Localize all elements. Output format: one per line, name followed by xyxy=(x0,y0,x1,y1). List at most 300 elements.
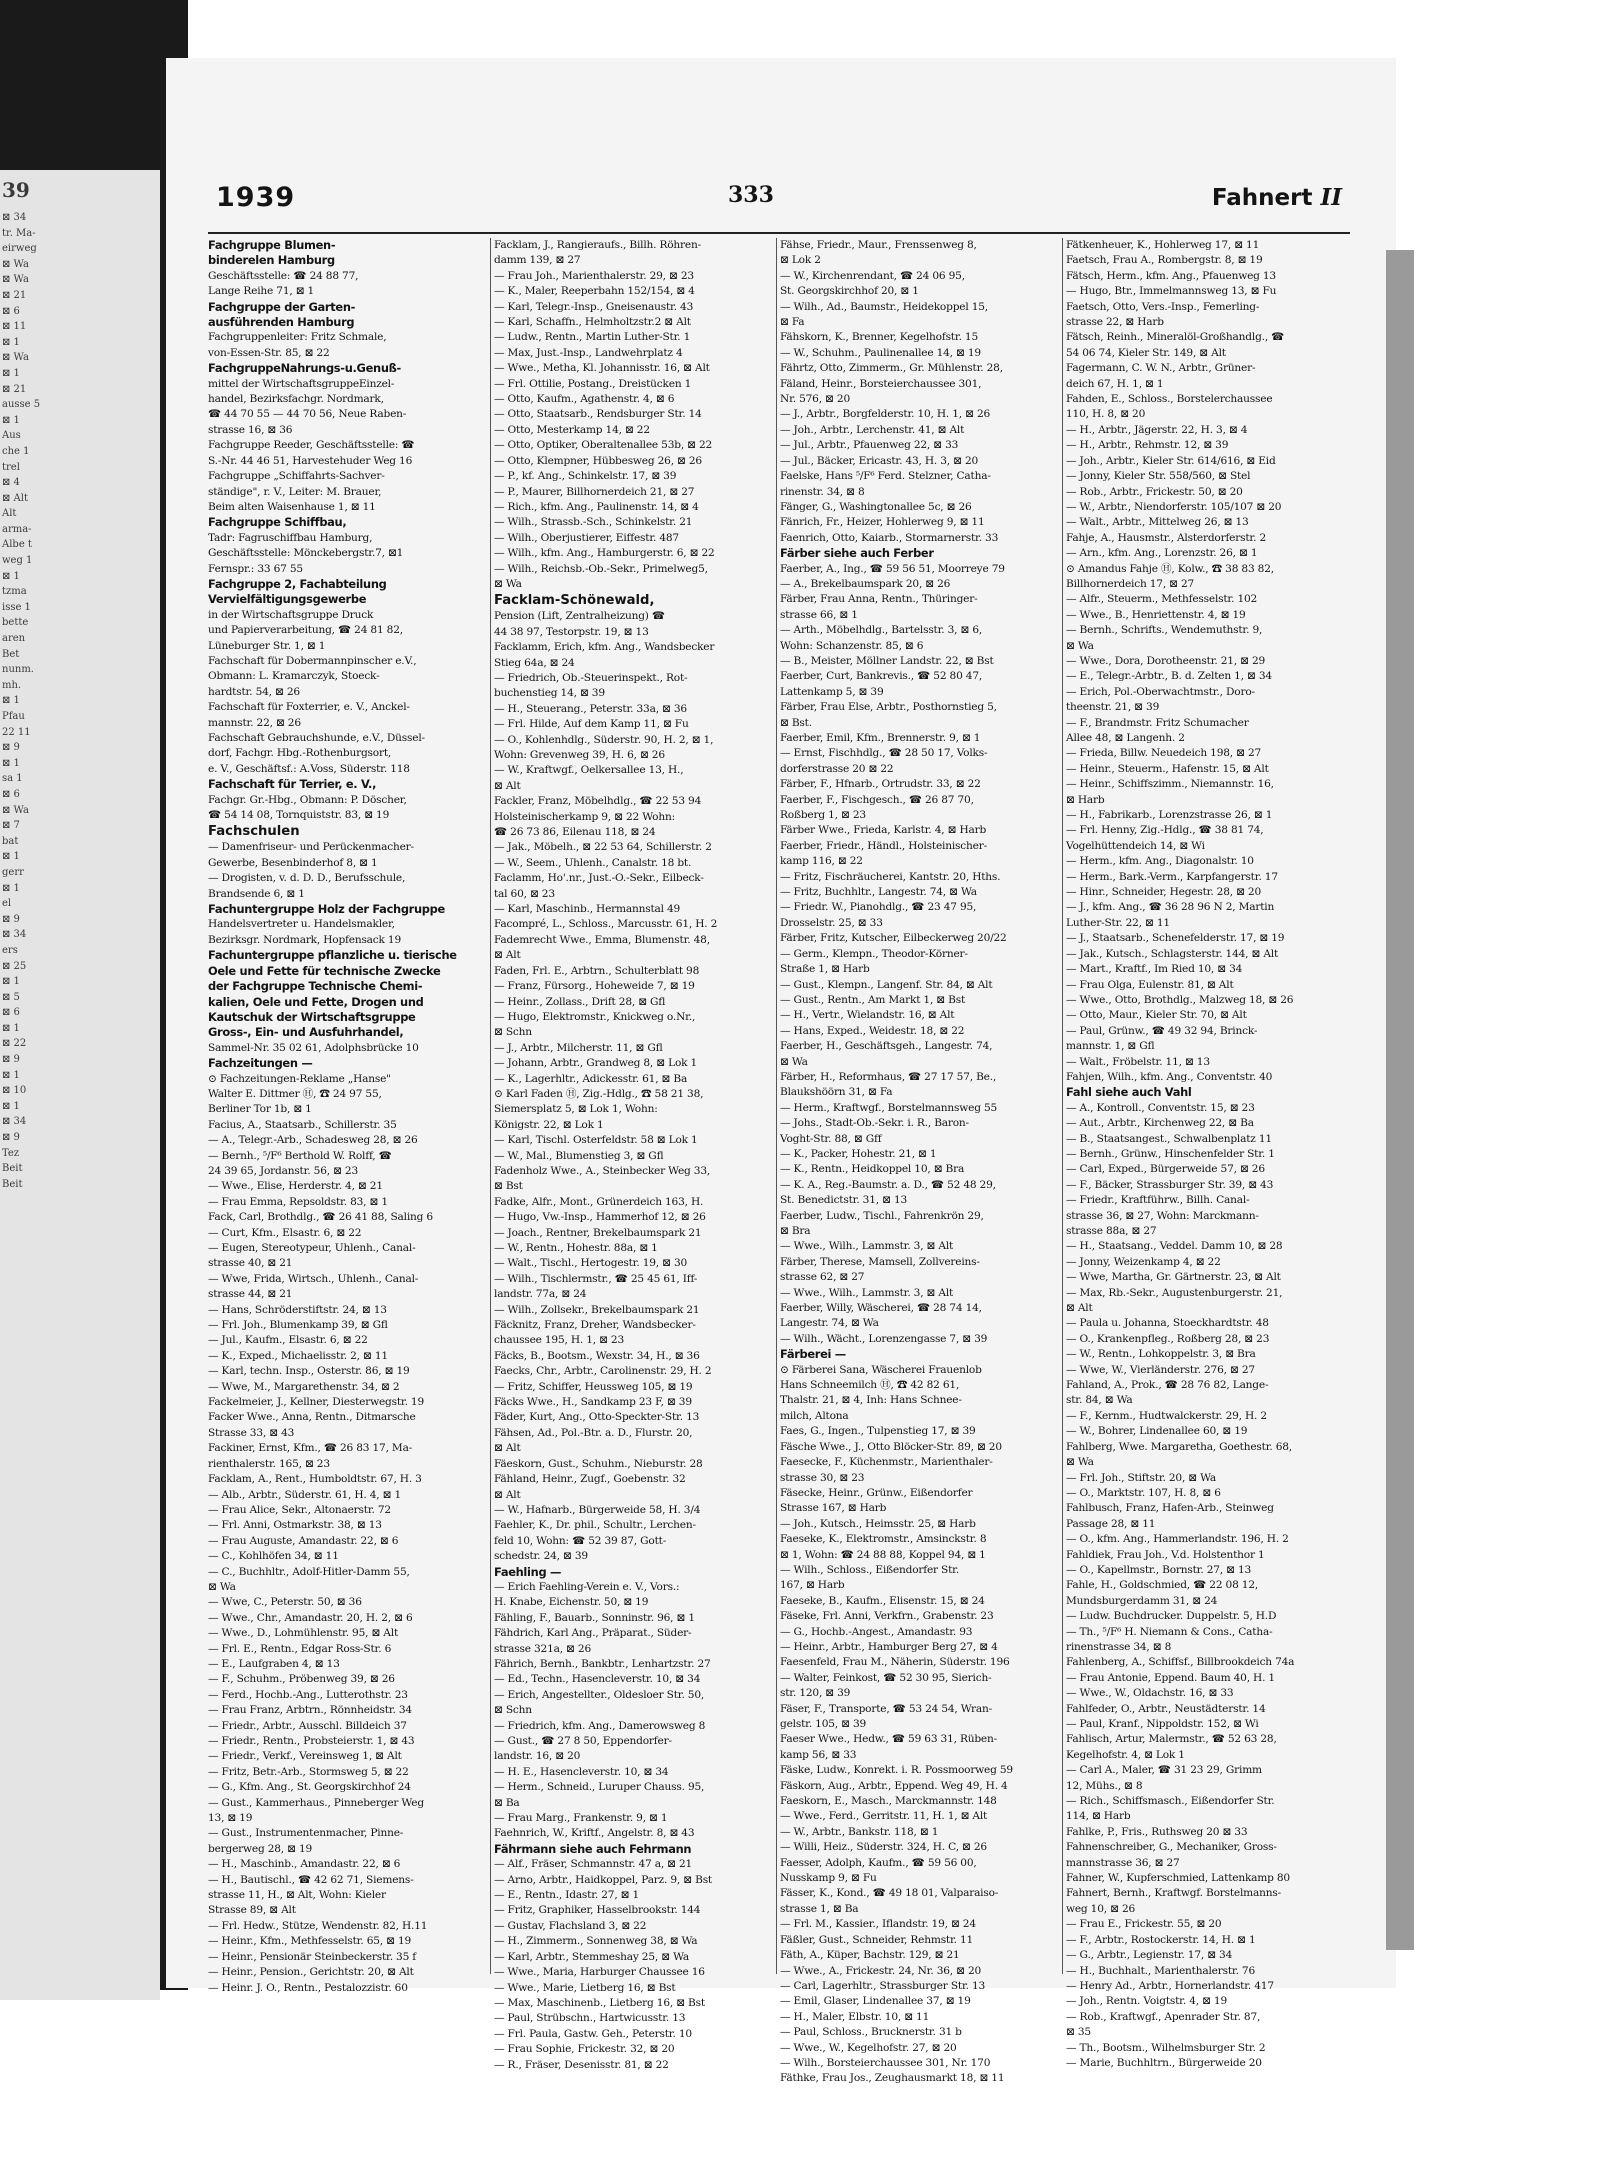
directory-entry: Fachschaft für Foxterrier, e. V., Anckel- xyxy=(208,701,410,714)
directory-entry: — W., Hafnarb., Bürgerweide 58, H. 3/4 xyxy=(494,1503,701,1516)
directory-entry: Fährtz, Otto, Zimmerm., Gr. Mühlenstr. 28, xyxy=(780,362,1003,375)
directory-entry: — Wilh., Zollsekr., Brekelbaumspark 21 xyxy=(494,1303,700,1316)
directory-entry: — Wilh., Borsteierchaussee 301, Nr. 170 xyxy=(780,2056,991,2069)
directory-entry: der Fachgruppe Technische Chemi- xyxy=(208,979,423,994)
directory-entry: — Emil, Glaser, Lindenallee 37, ⊠ 19 xyxy=(780,1995,971,2008)
directory-entry: strasse 62, ⊠ 27 xyxy=(780,1271,865,1284)
left-page-text-fragment: ⊠ 6 xyxy=(2,1007,20,1019)
directory-entry: Fachgr. Gr.-Hbg., Obmann: P. Döscher, xyxy=(208,793,407,806)
directory-entry: Faehling — xyxy=(494,1564,562,1579)
directory-entry: Fäser, F., Transporte, ☎ 53 24 54, Wran- xyxy=(780,1702,992,1715)
directory-entry: Faenrich, Otto, Kaiarb., Stormarnerstr. 33 xyxy=(780,531,999,544)
directory-entry: Thalstr. 21, ⊠ 4, Inh: Hans Schnee- xyxy=(780,1394,962,1407)
page-header xyxy=(208,182,1348,222)
directory-entry: — Mart., Kraftf., Im Ried 10, ⊠ 34 xyxy=(1066,963,1243,976)
directory-entry: Fätkenheuer, K., Hohlerweg 17, ⊠ 11 xyxy=(1066,239,1260,251)
directory-entry: Faeseke, B., Kaufm., Elisenstr. 15, ⊠ 24 xyxy=(780,1594,985,1607)
directory-entry: — Herm., Kraftwgf., Borstelmannsweg 55 xyxy=(780,1101,998,1114)
directory-entry: strasse 40, ⊠ 21 xyxy=(208,1257,293,1270)
directory-entry: Strasse 33, ⊠ 43 xyxy=(208,1426,295,1439)
directory-entry: Fäthke, Frau Jos., Zeughausmarkt 18, ⊠ 11 xyxy=(780,2072,1005,2085)
directory-entry: Fahnert, Bernh., Kraftwgf. Borstelmanns- xyxy=(1066,1887,1281,1900)
directory-entry: — Friedrich, Ob.-Steuerinspekt., Rot- xyxy=(494,671,688,684)
directory-entry: 13, ⊠ 19 xyxy=(208,1812,253,1825)
left-page-text-fragment: Aus xyxy=(2,430,21,442)
left-page-text-fragment: ⊠ Wa xyxy=(2,258,29,270)
directory-entry: hardtstr. 54, ⊠ 26 xyxy=(208,685,300,698)
directory-entry: — Marie, Buchhltrn., Bürgerweide 20 xyxy=(1066,2056,1262,2069)
directory-entry: gelstr. 105, ⊠ 39 xyxy=(780,1718,867,1730)
directory-entry: str. 84, ⊠ Wa xyxy=(1066,1394,1133,1407)
left-page-text-fragment: ers xyxy=(2,944,18,956)
directory-entry: — Frau Olga, Eulenstr. 81, ⊠ Alt xyxy=(1066,978,1234,991)
directory-entry: — Carl, Exped., Bürgerweide 57, ⊠ 26 xyxy=(1066,1163,1265,1176)
directory-entry: — Gust., ☎ 27 8 50, Eppendorfer- xyxy=(494,1735,672,1747)
directory-entry: Faeskorn, E., Masch., Marckmannstr. 148 xyxy=(780,1795,997,1808)
directory-entry: — C., Buchhltr., Adolf-Hitler-Damm 55, xyxy=(208,1565,410,1578)
directory-entry: — Frau E., Frickestr. 55, ⊠ 20 xyxy=(1066,1918,1222,1931)
directory-entry: ⊠ 1, Wohn: ☎ 24 88 88, Koppel 94, ⊠ 1 xyxy=(780,1548,986,1561)
directory-entry: — Hugo, Vw.-Insp., Hammerhof 12, ⊠ 26 xyxy=(494,1211,706,1224)
directory-entry: — H., Buchhalt., Marienthalerstr. 76 xyxy=(1066,1964,1255,1977)
directory-entry: ⊠ Alt xyxy=(494,779,521,792)
directory-entry: — K., Exped., Michaelisstr. 2, ⊠ 11 xyxy=(208,1349,388,1362)
directory-entry: ⊙ Fachzeitungen-Reklame „Hanse" xyxy=(208,1072,391,1085)
left-page-text-fragment: ⊠ Wa xyxy=(2,352,29,364)
directory-entry: — Hans, Schröderstiftstr. 24, ⊠ 13 xyxy=(208,1303,387,1316)
directory-entry: — W., Arbtr., Niendorferstr. 105/107 ⊠ 20 xyxy=(1066,500,1282,513)
directory-entry: — Wwe., Maria, Harburger Chaussee 16 xyxy=(494,1966,705,1979)
directory-entry: Fähland, Heinr., Zugf., Goebenstr. 32 xyxy=(494,1473,686,1486)
directory-entry: — Herm., Schneid., Luruper Chauss. 95, xyxy=(494,1781,705,1794)
left-page-text-fragment: ⊠ 1 xyxy=(2,570,20,582)
directory-entry: Facklamm, Erich, kfm. Ang., Wandsbecker xyxy=(494,641,715,654)
directory-entry: — F., Bäcker, Strassburger Str. 39, ⊠ 43 xyxy=(1066,1178,1274,1191)
directory-entry: Brandsende 6, ⊠ 1 xyxy=(208,887,305,900)
directory-entry: — Frieda, Billw. Neuedeich 198, ⊠ 27 xyxy=(1066,747,1262,760)
directory-entry: — Joh., Kutsch., Heimsstr. 25, ⊠ Harb xyxy=(780,1517,976,1530)
directory-entry: strasse 36, ⊠ 27, Wohn: Marckmann- xyxy=(1066,1209,1259,1222)
left-page-text-fragment: sa 1 xyxy=(2,773,23,785)
directory-entry: Stieg 64a, ⊠ 24 xyxy=(494,656,575,669)
directory-entry: Königstr. 22, ⊠ Lok 1 xyxy=(494,1118,604,1131)
directory-entry: — W., Rentn., Lohkoppelstr. 3, ⊠ Bra xyxy=(1066,1348,1256,1361)
directory-entry: — Walt., Arbtr., Mittelweg 26, ⊠ 13 xyxy=(1066,516,1249,529)
left-page-text-fragment: ⊠ Alt xyxy=(2,492,28,504)
directory-entry: ⊠ Wa xyxy=(208,1580,236,1593)
directory-entry: — Rob., Arbtr., Frickestr. 50, ⊠ 20 xyxy=(1066,485,1243,498)
directory-entry: strasse 88a, ⊠ 27 xyxy=(1066,1225,1157,1237)
directory-entry: Fachgruppe 2, Fachabteilung xyxy=(208,576,387,591)
directory-entry: — O., Krankenpfleg., Roßberg 28, ⊠ 23 xyxy=(1066,1332,1270,1345)
directory-entry: — H., Arbtr., Rehmstr. 12, ⊠ 39 xyxy=(1066,439,1229,452)
directory-entry: — F., Brandmstr. Fritz Schumacher xyxy=(1066,716,1249,729)
directory-entry: Färber Wwe., Frieda, Karlstr. 4, ⊠ Harb xyxy=(780,824,987,837)
directory-entry: — Erich Faehling-Verein e. V., Vors.: xyxy=(494,1580,680,1593)
directory-entry: — Frl. Joh., Blumenkamp 39, ⊠ Gfl xyxy=(208,1319,388,1332)
column-1 xyxy=(208,238,484,1994)
directory-entry: Fahlisch, Artur, Malermstr., ☎ 52 63 28, xyxy=(1066,1733,1277,1746)
directory-entry: — B., Staatsangest., Schwalbenplatz 11 xyxy=(1066,1132,1272,1145)
directory-entry: Tadr: Fagruschiffbau Hamburg, xyxy=(208,531,373,544)
directory-entry: strasse 1, ⊠ Ba xyxy=(780,1902,859,1915)
directory-entry: — Heinr. J. O., Rentn., Pestalozzistr. 60 xyxy=(208,1981,408,1994)
left-page-text-fragment: tzma xyxy=(2,586,27,598)
directory-entry: Drosselstr. 25, ⊠ 33 xyxy=(780,916,883,929)
directory-entry: — Heinr., Kfm., Methfesselstr. 65, ⊠ 19 xyxy=(208,1935,412,1948)
directory-entry: — Karl, Arbtr., Stemmeshay 25, ⊠ Wa xyxy=(494,1950,689,1963)
directory-entry: — Friedr., Kraftführw., Billh. Canal- xyxy=(1066,1194,1250,1207)
directory-entry: — Wwe., Chr., Amandastr. 20, H. 2, ⊠ 6 xyxy=(208,1611,413,1624)
directory-entry: Fahjen, Wilh., kfm. Ang., Conventstr. 40 xyxy=(1066,1070,1273,1083)
directory-entry: Fahlke, P., Fris., Ruthsweg 20 ⊠ 33 xyxy=(1066,1825,1248,1838)
directory-entry: — Alfr., Steuerm., Methfesselstr. 102 xyxy=(1066,593,1258,606)
directory-entry: ⊠ Wa xyxy=(494,577,522,590)
directory-entry: Fachschaft für Dobermannpinscher e.V., xyxy=(208,654,417,667)
directory-entry: buchenstieg 14, ⊠ 39 xyxy=(494,687,605,700)
directory-entry: — Damenfriseur- und Perückenmacher- xyxy=(208,841,414,854)
directory-entry: rinenstrasse 34, ⊠ 8 xyxy=(1066,1640,1172,1653)
directory-entry: Siemersplatz 5, ⊠ Lok 1, Wohn: xyxy=(494,1103,658,1116)
left-page-text-fragment: ⊠ 9 xyxy=(2,913,20,925)
directory-entry: ⊠ Alt xyxy=(1066,1302,1093,1315)
directory-entry: — Gust., Klempn., Langenf. Str. 84, ⊠ Alt xyxy=(780,978,993,991)
left-page-text-fragment: ⊠ 1 xyxy=(2,1069,20,1081)
directory-entry: — W., Arbtr., Bankstr. 118, ⊠ 1 xyxy=(780,1825,939,1838)
directory-entry: — Jak., Kutsch., Schlagsterstr. 144, ⊠ Alt xyxy=(1066,947,1279,960)
directory-entry: — P., kf. Ang., Schinkelstr. 17, ⊠ 39 xyxy=(494,470,677,483)
directory-entry: strasse 22, ⊠ Harb xyxy=(1066,316,1164,329)
left-page-text-fragment: Beit xyxy=(2,1163,23,1175)
left-page-text-fragment: aren xyxy=(2,633,26,645)
directory-entry: Fadenholz Wwe., A., Steinbecker Weg 33, xyxy=(494,1164,711,1177)
directory-entry: — Drogisten, v. d. D. D., Berufsschule, xyxy=(208,872,406,885)
directory-entry: — Wwe., A., Frickestr. 24, Nr. 36, ⊠ 20 xyxy=(780,1964,982,1977)
directory-entry: — Karl, Tischl. Osterfeldstr. 58 ⊠ Lok 1 xyxy=(494,1134,698,1147)
directory-entry: Fährich, Bernh., Bankbtr., Lenhartzstr. 27 xyxy=(494,1657,711,1670)
directory-entry: — Ernst, Fischhdlg., ☎ 28 50 17, Volks- xyxy=(780,747,988,760)
directory-entry: 54 06 74, Kieler Str. 149, ⊠ Alt xyxy=(1066,346,1226,359)
directory-entry: ⊠ Wa xyxy=(1066,639,1094,652)
directory-entry: — E., Telegr.-Arbtr., B. d. Zelten 1, ⊠ 34 xyxy=(1066,670,1272,683)
left-page-text-fragment: arma- xyxy=(2,523,32,535)
directory-entry: Holsteinischerkamp 9, ⊠ 22 Wohn: xyxy=(494,810,675,823)
directory-entry: — Fritz, Graphiker, Hasselbrookstr. 144 xyxy=(494,1904,701,1917)
running-head-volume: II xyxy=(1320,184,1342,211)
header-rule xyxy=(208,232,1350,234)
left-page-text-fragment: weg 1 xyxy=(2,555,33,567)
directory-entry: Oele und Fette für technische Zwecke xyxy=(208,963,441,978)
directory-entry: — Wwe, M., Margarethenstr. 34, ⊠ 2 xyxy=(208,1380,400,1393)
directory-entry: — Walter, Feinkost, ☎ 52 30 95, Sierich- xyxy=(780,1671,992,1684)
directory-entry: Lattenkamp 5, ⊠ 39 xyxy=(780,685,884,698)
directory-entry: — Friedrich, kfm. Ang., Damerowsweg 8 xyxy=(494,1719,706,1732)
directory-entry: weg 10, ⊠ 26 xyxy=(1066,1902,1136,1915)
left-page-text-fragment: ⊠ 1 xyxy=(2,1100,20,1112)
directory-entry: handel, Bezirksfachgr. Nordmark, xyxy=(208,393,384,406)
directory-entry: Wohn: Schanzenstr. 85, ⊠ 6 xyxy=(780,639,924,652)
directory-entry: — Paul, Schloss., Brucknerstr. 31 b xyxy=(780,2026,962,2039)
directory-entry: — Wwe., D., Lohmühlenstr. 95, ⊠ Alt xyxy=(208,1627,398,1640)
directory-entry: Fäcknitz, Franz, Dreher, Wandsbecker- xyxy=(494,1319,696,1332)
directory-entry: landstr. 77a, ⊠ 24 xyxy=(494,1288,587,1301)
directory-entry: feld 10, Wohn: ☎ 52 39 87, Gott- xyxy=(494,1534,667,1547)
directory-entry: Lüneburger Str. 1, ⊠ 1 xyxy=(208,639,326,652)
directory-entry: ⊠ Ba xyxy=(494,1796,520,1809)
directory-entry: Fähling, F., Bauarb., Sonninstr. 96, ⊠ 1 xyxy=(494,1611,695,1624)
directory-entry: Faehler, K., Dr. phil., Schultr., Lerchen- xyxy=(494,1519,696,1532)
directory-entry: — Heinr., Zollass., Drift 28, ⊠ Gfl xyxy=(494,995,666,1008)
left-page-text-fragment: ⊠ 1 xyxy=(2,976,20,988)
directory-entry: — Eugen, Stereotypeur, Uhlenh., Canal- xyxy=(208,1242,416,1254)
directory-entry: Facklam, J., Rangieraufs., Billh. Röhren- xyxy=(494,239,701,251)
directory-entry: Färber, Therese, Mamsell, Zollvereins- xyxy=(780,1255,980,1268)
directory-entry: — Frau Alice, Sekr., Altonaerstr. 72 xyxy=(208,1503,391,1516)
directory-entry: Fähsen, Ad., Pol.-Btr. a. D., Flurstr. 20, xyxy=(494,1426,693,1439)
left-page-text-fragment: Pfau xyxy=(2,711,25,722)
directory-entry: — Franz, Fürsorg., Hoheweide 7, ⊠ 19 xyxy=(494,980,695,993)
directory-entry: Nr. 576, ⊠ 20 xyxy=(780,393,850,406)
directory-entry: Fachschaft für Terrier, e. V., xyxy=(208,777,377,792)
directory-entry: Fäeskorn, Gust., Schuhm., Nieburstr. 28 xyxy=(494,1457,703,1470)
directory-entry: — Wwe., Metha, Kl. Johannisstr. 16, ⊠ Alt xyxy=(494,362,710,375)
directory-entry: — Fritz, Buchhltr., Langestr. 74, ⊠ Wa xyxy=(780,886,977,899)
directory-entry: Fernspr.: 33 67 55 xyxy=(208,562,303,575)
directory-entry: Geschäftsstelle: Mönckebergstr.7, ⊠1 xyxy=(208,547,404,560)
directory-entry: — Carl, Lagerhltr., Strassburger Str. 13 xyxy=(780,1979,986,1992)
directory-entry: — Curt, Kfm., Elsastr. 6, ⊠ 22 xyxy=(208,1226,362,1239)
directory-entry: — Paula u. Johanna, Stoeckhardtstr. 48 xyxy=(1066,1317,1269,1330)
directory-entry: Faerber, F., Fischgesch., ☎ 26 87 70, xyxy=(780,793,974,806)
directory-entry: — Frau Emma, Repsoldstr. 83, ⊠ 1 xyxy=(208,1195,388,1208)
directory-entry: — Wwe., Elise, Herderstr. 4, ⊠ 21 xyxy=(208,1180,383,1193)
directory-entry: — Johs., Stadt-Ob.-Sekr. i. R., Baron- xyxy=(780,1117,969,1130)
directory-entry: Strasse 89, ⊠ Alt xyxy=(208,1904,296,1917)
directory-entry: — Walt., Fröbelstr. 11, ⊠ 13 xyxy=(1066,1055,1210,1068)
directory-entry: Pension (Lift, Zentralheizung) ☎ xyxy=(494,610,665,623)
directory-entry: — Friedr. W., Pianohdlg., ☎ 23 47 95, xyxy=(780,901,977,914)
left-page-text-fragment: ⊠ 10 xyxy=(2,1085,27,1097)
directory-entry: — Fritz, Fischräucherei, Kantstr. 20, Hths. xyxy=(780,870,1001,883)
directory-entry: — Willi, Heiz., Süderstr. 324, H. C, ⊠ 26 xyxy=(780,1841,987,1854)
directory-entry: Fahlberg, Wwe. Margaretha, Goethestr. 68, xyxy=(1066,1440,1292,1453)
directory-entry: 110, H. 8, ⊠ 20 xyxy=(1066,408,1146,421)
directory-entry: — Heinr., Arbtr., Hamburger Berg 27, ⊠ 4 xyxy=(780,1640,998,1653)
directory-entry: — H., Vertr., Wielandstr. 16, ⊠ Alt xyxy=(780,1009,955,1022)
left-page-text-fragment: ⊠ 1 xyxy=(2,882,20,894)
directory-entry: chaussee 195, H. 1, ⊠ 23 xyxy=(494,1334,625,1347)
directory-entry: — Wwe., B., Henriettenstr. 4, ⊠ 19 xyxy=(1066,608,1246,621)
directory-entry: Fätsch, Reinh., Mineralöl-Großhandlg., ☎ xyxy=(1066,331,1285,344)
directory-entry: Kegelhofstr. 4, ⊠ Lok 1 xyxy=(1066,1748,1185,1761)
directory-entry: — W., Bohrer, Lindenallee 60, ⊠ 19 xyxy=(1066,1425,1248,1438)
directory-entry: Färber, Fritz, Kutscher, Eilbeckerweg 20/22 xyxy=(780,932,1007,945)
directory-entry: Fahland, A., Prok., ☎ 28 76 82, Lange- xyxy=(1066,1379,1269,1392)
directory-entry: Fackiner, Ernst, Kfm., ☎ 26 83 17, Ma- xyxy=(208,1442,413,1455)
directory-entry: Fäske, Ludw., Konrekt. i. R. Possmoorweg 59 xyxy=(780,1764,1013,1777)
directory-entry: 167, ⊠ Harb xyxy=(780,1579,845,1592)
directory-entry: Faerber, H., Geschäftsgeh., Langestr. 74, xyxy=(780,1040,993,1053)
directory-entry: — Alf., Fräser, Schmannstr. 47 a, ⊠ 21 xyxy=(494,1858,693,1871)
directory-entry: Nusskamp 9, ⊠ Fu xyxy=(780,1872,877,1885)
left-page-text-fragment: ⊠ 11 xyxy=(2,321,27,333)
directory-entry: — Karl, Schaffn., Helmholtzstr.2 ⊠ Alt xyxy=(494,316,691,329)
directory-entry: ⊠ Alt xyxy=(494,1442,521,1455)
directory-entry: Facius, A., Staatsarb., Schillerstr. 35 xyxy=(208,1118,397,1131)
directory-entry: ausführenden Hamburg xyxy=(208,315,355,330)
directory-entry: Fachschulen xyxy=(208,824,300,840)
directory-entry: Faehnrich, W., Kriftf., Angelstr. 8, ⊠ 43 xyxy=(494,1827,695,1840)
directory-entry: — Ferd., Hochb.-Ang., Lutterothstr. 23 xyxy=(208,1688,408,1701)
directory-entry: binderelen Hamburg xyxy=(208,253,335,268)
directory-entry: — Frl. Ottilie, Postang., Dreistücken 1 xyxy=(494,377,692,390)
directory-entry: Faesecke, F., Küchenmstr., Marienthaler- xyxy=(780,1456,993,1469)
directory-entry: — Fritz, Schiffer, Heussweg 105, ⊠ 19 xyxy=(494,1380,693,1393)
directory-entry: — K., Maler, Reeperbahn 152/154, ⊠ 4 xyxy=(494,285,695,298)
directory-entry: — H., Staatsang., Veddel. Damm 10, ⊠ 28 xyxy=(1066,1240,1283,1253)
directory-entry: — Karl, Telegr.-Insp., Gneisenaustr. 43 xyxy=(494,300,694,313)
directory-entry: bergerweg 28, ⊠ 19 xyxy=(208,1842,313,1855)
directory-entry: Fahje, A., Hausmstr., Alsterdorferstr. 2 xyxy=(1066,531,1266,544)
directory-entry: Handelsvertreter u. Handelsmakler, xyxy=(208,918,395,931)
directory-entry: 114, ⊠ Harb xyxy=(1066,1810,1131,1823)
directory-entry: — Wilh., Tischlermstr., ☎ 25 45 61, Iff- xyxy=(494,1272,698,1285)
directory-entry: Färber, Frau Anna, Rentn., Thüringer- xyxy=(780,593,978,606)
directory-entry: — A., Brekelbaumspark 20, ⊠ 26 xyxy=(780,577,951,590)
directory-entry: Fahlbusch, Franz, Hafen-Arb., Steinweg xyxy=(1066,1502,1274,1515)
directory-entry: — R., Fräser, Desenisstr. 81, ⊠ 22 xyxy=(494,2058,669,2071)
directory-entry: schedstr. 24, ⊠ 39 xyxy=(494,1550,588,1563)
directory-entry: Berliner Tor 1b, ⊠ 1 xyxy=(208,1103,312,1116)
directory-entry: — Wwe., W., Oldachstr. 16, ⊠ 33 xyxy=(1066,1687,1234,1700)
directory-entry: — Wilh., Reichsb.-Ob.-Sekr., Primelweg5, xyxy=(494,562,708,575)
directory-entry: Fäth, A., Küper, Bachstr. 129, ⊠ 21 xyxy=(780,1949,960,1962)
directory-entry: — E., Laufgraben 4, ⊠ 13 xyxy=(208,1657,340,1670)
directory-entry: Faden, Frl. E., Arbtrn., Schulterblatt 98 xyxy=(494,964,700,977)
left-page-text-fragment: Bet xyxy=(2,648,20,660)
directory-entry: mannstrasse 36, ⊠ 27 xyxy=(1066,1856,1180,1869)
directory-entry: — H., Zimmerm., Sonnenweg 38, ⊠ Wa xyxy=(494,1935,698,1948)
directory-entry: Fäsecke, Heinr., Grünw., Eißendorfer xyxy=(780,1486,973,1499)
directory-entry: — Joh., Arbtr., Kieler Str. 614/616, ⊠ Eid xyxy=(1066,454,1276,467)
directory-entry: — A., Kontroll., Conventstr. 15, ⊠ 23 xyxy=(1066,1101,1255,1114)
directory-entry: Fässer, K., Kond., ☎ 49 18 01, Valparaiso- xyxy=(780,1887,999,1900)
directory-entry: Facklam, A., Rent., Humboldtstr. 67, H. 3 xyxy=(208,1473,422,1486)
left-page-text-fragment: ⊠ 1 xyxy=(2,367,20,379)
left-page-text-fragment: ⊠ 5 xyxy=(2,991,20,1003)
directory-entry: — Otto, Staatsarb., Rendsburger Str. 14 xyxy=(494,408,702,421)
directory-entry: — G., Kfm. Ang., St. Georgskirchhof 24 xyxy=(208,1781,411,1794)
directory-entry: — Herm., kfm. Ang., Diagonalstr. 10 xyxy=(1066,855,1254,868)
left-page-text-fragment: bat xyxy=(2,835,19,847)
directory-entry: mittel der WirtschaftsgruppeEinzel- xyxy=(208,377,395,390)
directory-entry: Fackelmeier, J., Kellner, Diesterwegstr. 19 xyxy=(208,1396,424,1409)
directory-entry: Fachuntergruppe Holz der Fachgruppe xyxy=(208,902,445,917)
directory-entry: ⊙ Amandus Fahje Ⓗ, Kolw., ☎ 38 83 82, xyxy=(1066,562,1274,575)
directory-entry: 44 38 97, Testorpstr. 19, ⊠ 13 xyxy=(494,625,649,638)
left-page-text-fragment: ⊠ 34 xyxy=(2,1116,27,1128)
directory-entry: — K., Packer, Hohestr. 21, ⊠ 1 xyxy=(780,1147,937,1160)
directory-entry: mannstr. 1, ⊠ Gfl xyxy=(1066,1040,1155,1053)
directory-entry: — Otto, Optiker, Oberaltenallee 53b, ⊠ 22 xyxy=(494,439,713,452)
directory-entry: Fahnenschreiber, G., Mechaniker, Gross- xyxy=(1066,1841,1277,1854)
directory-entry: — Wwe, C., Peterstr. 50, ⊠ 36 xyxy=(208,1596,362,1609)
directory-entry: Fahner, W., Kupferschmied, Lattenkamp 80 xyxy=(1066,1872,1290,1885)
directory-entry: — J., kfm. Ang., ☎ 36 28 96 N 2, Martin xyxy=(1066,901,1275,914)
directory-entry: strasse 11, H., ⊠ Alt, Wohn: Kieler xyxy=(208,1889,386,1902)
directory-entry: — F., Kernm., Hudtwalckerstr. 29, H. 2 xyxy=(1066,1409,1267,1422)
directory-entry: Faes, G., Ingen., Tulpenstieg 17, ⊠ 39 xyxy=(780,1425,976,1438)
directory-entry: ⊠ Lok 2 xyxy=(780,254,821,267)
directory-entry: Fachgruppenleiter: Fritz Schmale, xyxy=(208,331,387,344)
directory-entry: Faerber, Willy, Wäscherei, ☎ 28 74 14, xyxy=(780,1302,982,1315)
left-page-text-fragment: gerr xyxy=(2,866,24,878)
directory-entry: Faerber, Ludw., Tischl., Fahrenkrön 29, xyxy=(780,1209,984,1222)
directory-entry: Gewerbe, Besenbinderhof 8, ⊠ 1 xyxy=(208,856,378,869)
directory-entry: — Th., ⁵/F⁶ H. Niemann & Cons., Catha- xyxy=(1066,1625,1273,1638)
directory-entry: Fäder, Kurt, Ang., Otto-Speckter-Str. 13 xyxy=(494,1411,700,1424)
left-page-text-fragment: ⊠ Wa xyxy=(2,804,29,816)
directory-entry: — Heinr., Pension., Gerichtstr. 20, ⊠ Alt xyxy=(208,1966,414,1979)
directory-entry: — Joh., Arbtr., Lerchenstr. 41, ⊠ Alt xyxy=(780,423,965,436)
directory-entry: — Heinr., Pensionär Steinbeckerstr. 35 f xyxy=(208,1950,417,1963)
directory-entry: — H., Maschinb., Amandastr. 22, ⊠ 6 xyxy=(208,1858,401,1871)
directory-entry: Sammel-Nr. 35 02 61, Adolphsbrücke 10 xyxy=(208,1041,419,1054)
directory-entry: landstr. 16, ⊠ 20 xyxy=(494,1750,581,1763)
left-page-text-fragment: Tez xyxy=(2,1147,20,1159)
directory-entry: Färber siehe auch Ferber xyxy=(780,546,934,561)
directory-entry: Fähse, Friedr., Maur., Frenssenweg 8, xyxy=(780,239,977,251)
directory-entry: S.-Nr. 44 46 51, Harvestehuder Weg 16 xyxy=(208,454,413,467)
directory-entry: dorferstrasse 20 ⊠ 22 xyxy=(780,762,894,775)
directory-entry: Bezirksgr. Nordmark, Hopfensack 19 xyxy=(208,933,401,946)
directory-entry: ⊙ Färberei Sana, Wäscherei Frauenlob xyxy=(780,1363,982,1376)
directory-entry: strasse 30, ⊠ 23 xyxy=(780,1471,865,1484)
directory-entry: — G., Arbtr., Legienstr. 17, ⊠ 34 xyxy=(1066,1949,1233,1962)
directory-entry: — Wwe., Wilh., Lammstr. 3, ⊠ Alt xyxy=(780,1240,954,1253)
directory-entry: Passage 28, ⊠ 11 xyxy=(1066,1517,1156,1530)
left-page-text-fragment: Albe t xyxy=(2,539,32,551)
directory-entry: — H., Bautischl., ☎ 42 62 71, Siemens- xyxy=(208,1873,414,1886)
directory-entry: Färber, H., Reformhaus, ☎ 27 17 57, Be., xyxy=(780,1070,997,1083)
directory-entry: str. 120, ⊠ 39 xyxy=(780,1687,851,1700)
directory-entry: — J., Staatsarb., Schenefelderstr. 17, ⊠ 19 xyxy=(1066,932,1285,945)
directory-entry: Luther-Str. 22, ⊠ 11 xyxy=(1066,916,1170,929)
directory-entry: Billhornerdeich 17, ⊠ 27 xyxy=(1066,577,1195,590)
directory-entry: Roßberg 1, ⊠ 23 xyxy=(780,809,866,822)
directory-entry: Fagermann, C. W. N., Arbtr., Grüner- xyxy=(1066,362,1256,375)
directory-entry: — Wwe, Frida, Wirtsch., Uhlenh., Canal- xyxy=(208,1272,419,1285)
directory-entry: Faerber, A., Ing., ☎ 59 56 51, Moorreye 79 xyxy=(780,562,1005,575)
directory-entry: — Frl. M., Kassier., Iflandstr. 19, ⊠ 24 xyxy=(780,1918,976,1931)
left-page-text-fragment: ⊠ 4 xyxy=(2,477,20,489)
directory-entry: H. Knabe, Eichenstr. 50, ⊠ 19 xyxy=(494,1596,649,1609)
directory-entry: Strasse 167, ⊠ Harb xyxy=(780,1502,887,1515)
directory-entry: — Wwe., Wilh., Lammstr. 3, ⊠ Alt xyxy=(780,1286,954,1299)
column-3 xyxy=(780,238,1056,2085)
directory-entry: — H., Steuerang., Peterstr. 33a, ⊠ 36 xyxy=(494,702,687,715)
directory-entry: Fäskorn, Aug., Arbtr., Eppend. Weg 49, H. 4 xyxy=(780,1779,1008,1792)
directory-entry: Lange Reihe 71, ⊠ 1 xyxy=(208,285,315,298)
directory-entry: — Max, Rb.-Sekr., Augustenburgerstr. 21, xyxy=(1066,1286,1283,1299)
directory-entry: ☎ 26 73 86, Eilenau 118, ⊠ 24 xyxy=(494,826,656,839)
running-head-name: Fahnert xyxy=(1211,185,1313,211)
directory-entry: — Gust., Rentn., Am Markt 1, ⊠ Bst xyxy=(780,993,966,1006)
directory-entry: strasse 321a, ⊠ 26 xyxy=(494,1642,591,1655)
directory-entry: — Hans, Exped., Weidestr. 18, ⊠ 22 xyxy=(780,1024,965,1037)
directory-entry: Fäcks Wwe., H., Sandkamp 23 F, ⊠ 39 xyxy=(494,1396,692,1409)
directory-entry: — W., Kraftwgf., Oelkersallee 13, H., xyxy=(494,764,684,777)
